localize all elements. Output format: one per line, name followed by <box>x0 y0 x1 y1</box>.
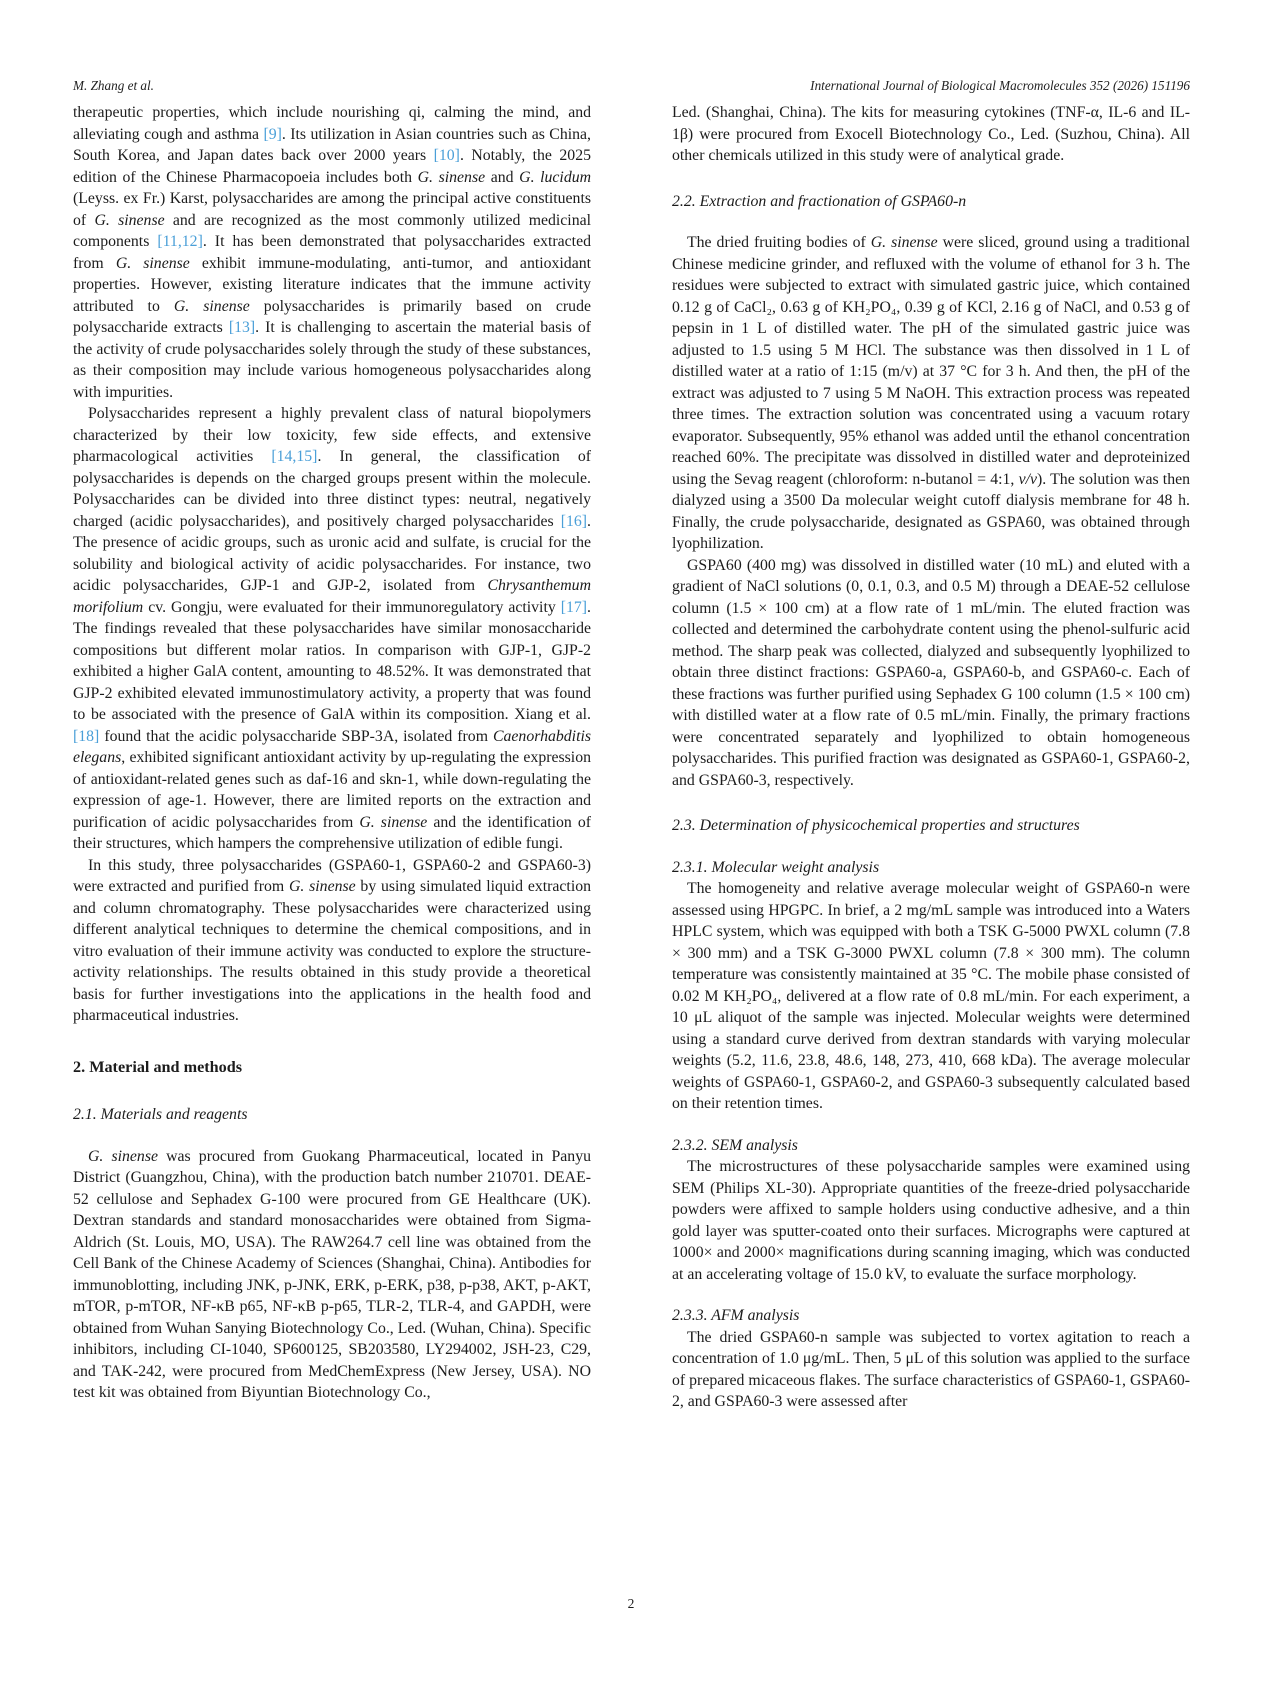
citation-link[interactable]: [16] <box>560 512 588 530</box>
text-run: . It has been demonstrated that polysaccharides extracted from <box>73 233 591 272</box>
page-footer <box>0 1596 1262 1612</box>
italic-text: Chrysanthemum morifolium <box>73 577 591 616</box>
italic-text: G. sinense <box>359 813 428 831</box>
text-run: found that the acidic polysaccharide SBP-3A, isolated from <box>99 727 493 745</box>
text-run: The homogeneity and relative average molecular weight of GSPA60-n were assessed using HPGPC. In brief, a 2 mg/mL sample was introduced into a Waters HPLC system, which was equipped with both a TSK G-5000 PWXL column (7.8 × 300 mm) and a TSK G-3000 PWXL column (7.8 × 300 mm). The column temperature was consistently maintained at 35 °C. The mobile phase consisted of 0.02 M KH₂PO₄, delivered at a flow rate of 0.8 mL/min. For each experiment, a 10 μL aliquot of the sample was injected. Molecular weights were determined using a standard curve derived from dextran standards with varying molecular weights (5.2, 11.6, 23.8, 48.6, 148, 273, 410, 668 kDa). The average molecular weights of GSPA60-1, GSPA60-2, and GSPA60-3 subsequently calculated based on their retention times. <box>672 880 1190 1112</box>
subsection-heading: 2.2. Extraction and fractionation of GSPA60-n <box>672 192 967 210</box>
text-run: polysaccharides is primarily based on crude polysaccharide extracts <box>73 297 591 336</box>
citation-link[interactable]: [14,15] <box>271 448 318 465</box>
italic-text: v/v <box>1018 470 1038 488</box>
text-run: . The findings revealed that these polysaccharides have similar monosaccharide compositions but different molar ratios. In comparison with GJP-1, GJP-2 exhibited a higher GalA content, amounting to 48.52%. It was demonstrated that GJP-2 exhibited elevated immunostimulatory activity, a property that was found to be associated with the presence of GalA within its composition. Xiang et al. <box>73 598 591 723</box>
paragraph <box>672 1156 1190 1285</box>
text-run: by using simulated liquid extraction and column chromatography. These polysaccharides were characterized using different analytical techniques to determine the chemical compositions, and in vitro evaluation of their immune activity was conducted to explore the structure-activity relationships. The results obtained in this study provide a theoretical basis for further investigations into the applications in the health food and pharmaceutical industries. <box>73 878 592 1024</box>
paragraph <box>672 555 1190 792</box>
citation-link[interactable]: [18] <box>73 727 100 745</box>
text-run: . It is challenging to ascertain the material basis of the activity of crude polysaccharides solely through the study of these substances, as their composition may include various homogeneous polysaccharides along with impurities. <box>73 319 591 401</box>
left-column <box>73 102 591 1413</box>
citation-link[interactable]: [9] <box>263 125 282 143</box>
italic-text: G. sinense <box>94 211 165 229</box>
italic-text: G. sinense <box>417 168 486 186</box>
text-run: . The presence of acidic groups, such as uronic acid and sulfate, is crucial for the solubility and biological activity of acidic polysaccharides. For instance, two acidic polysaccharides, GJP-1 and GJP-2, isolated from <box>73 512 591 594</box>
text-run: therapeutic properties, which include nourishing qi, calming the mind, and alleviating cough and asthma <box>73 104 591 143</box>
text-run: exhibit immune-modulating, anti-tumor, and antioxidant properties. However, existing literature indicates that the immune activity attributed to <box>73 254 591 315</box>
text-run: cv. Gongju, were evaluated for their immunoregulatory activity <box>143 598 561 616</box>
italic-text: G. sinense <box>115 254 190 272</box>
text-run: . Its utilization in Asian countries such as China, South Korea, and Japan dates back over 2000 years <box>73 125 591 164</box>
text-run: . In general, the classification of polysaccharides is depends on the charged groups present within the molecule. Polysaccharides can be divided into three distinct types: neutral, negatively charged (acidic polysaccharides), and positively charged polysaccharides <box>73 448 591 530</box>
text-run: ). The solution was then dialyzed using a 3500 Da molecular weight cutoff dialysis membrane for 48 h. Finally, the crude polysaccharide, designated as GSPA60, was obtained through lyophilization. <box>672 470 1191 552</box>
italic-text: G. sinense <box>173 297 250 315</box>
text-run: The dried fruiting bodies of <box>687 234 871 251</box>
paragraph <box>73 403 591 855</box>
section-heading: 2. Material and methods <box>73 1057 243 1076</box>
text-run: . Notably, the 2025 edition of the Chinese Pharmacopoeia includes both <box>73 147 591 186</box>
running-head-journal: International Journal of Biological Macromolecules 352 (2026) 151196 <box>810 78 1190 93</box>
italic-text: G. sinense <box>88 1147 158 1165</box>
paragraph <box>672 232 1190 555</box>
text-run: The dried GSPA60-n sample was subjected to vortex agitation to reach a concentration of 1.0 μg/mL. Then, 5 μL of this solution was applied to the surface of prepared micaceous flakes. The surface characteristics of GSPA60-1, GSPA60-2, and GSPA60-3 were assessed after <box>672 1328 1190 1410</box>
paragraph <box>672 878 1190 1115</box>
text-run: The microstructures of these polysaccharide samples were examined using SEM (Philips XL-30). Appropriate quantities of the freeze-dried polysaccharide powders were affixed to sample holders using conductive adhesive, and a thin gold layer was sputter-coated onto their surfaces. Micrographs were captured at 1000× and 2000× magnifications during scanning imaging, which was conducted at an accelerating voltage of 15.0 kV, to evaluate the surface morphology. <box>672 1158 1190 1283</box>
subsection-heading: 2.3.2. SEM analysis <box>672 1136 798 1154</box>
text-run: and are recognized as the most commonly utilized medicinal components <box>73 211 591 250</box>
paragraph <box>672 102 1190 167</box>
italic-text: G. lucidum <box>519 168 592 186</box>
italic-text: Caenorhabditis elegans <box>73 727 591 766</box>
text-run: were sliced, ground using a traditional Chinese medicine grinder, and refluxed with the volume of ethanol for 3 h. The residues were subjected to extract with simulated gastric juice, which contained 0.12 g of CaCl₂, 0.63 g of KH₂PO₄, 0.39 g of KCl, 2.16 g of NaCl, and 0.53 g of pepsin in 1 L of distilled water. The pH of the simulated gastric juice was adjusted to 1.5 using 5 M HCl. The substance was then dissolved in 1 L of distilled water at a ratio of 1:15 (m/v) at 37 °C for 3 h. And then, the pH of the extract was adjusted to 7 using 5 M NaOH. This extraction process was repeated three times. The extraction solution was concentrated using a vacuum rotary evaporator. Subsequently, 95% ethanol was added until the ethanol concentration reached 60%. The precipitate was dissolved in distilled water and deproteinized using the Sevag reagent (chloroform: n-butanol = 4:1, <box>672 234 1190 488</box>
running-head-authors: M. Zhang et al. <box>73 78 154 93</box>
text-run: and <box>485 168 520 186</box>
text-run: Polysaccharides represent a highly prevalent class of natural biopolymers characterized by their low toxicity, few side effects, and extensive pharmacological activities <box>73 405 591 465</box>
italic-text: G. sinense <box>289 878 356 895</box>
subsection-heading: 2.3. Determination of physicochemical properties and structures <box>672 817 1080 834</box>
text-run: In this study, three polysaccharides (GSPA60-1, GSPA60-2 and GSPA60-3) were extracted and purified from <box>73 856 591 895</box>
two-column-body <box>73 102 1190 1413</box>
citation-link[interactable]: [11,12] <box>157 233 203 250</box>
page-number: 2 <box>627 1596 635 1611</box>
text-run: was procured from Guokang Pharmaceutical, located in Panyu District (Guangzhou, China), with the production batch number 210701. DEAE-52 cellulose and Sephadex G-100 were procured from GE Healthcare (UK). Dextran standards and standard monosaccharides were obtained from Sigma-Aldrich (St. Louis, MO, USA). The RAW264.7 cell line was obtained from the Cell Bank of the Chinese Academy of Sciences (Shanghai, China). Antibodies for immunoblotting, including JNK, p-JNK, ERK, p-ERK, p38, p-p38, AKT, p-AKT, mTOR, p-mTOR, NF-κB p65, NF-κB p-p65, TLR-2, TLR-4, and GAPDH, were obtained from Wuhan Sanying Biotechnology Co., Led. (Wuhan, China). Specific inhibitors, including CI-1040, SP600125, SB203580, LY294002, JSH-23, C29, and TAK-242, were procured from MedChemExpress (New Jersey, USA). NO test kit was obtained from Biyuntian Biotechnology Co., <box>73 1147 591 1401</box>
subsection-heading: 2.1. Materials and reagents <box>73 1106 248 1123</box>
text-run: (Leyss. ex Fr.) Karst, polysaccharides are among the principal active constituents of <box>73 190 591 229</box>
citation-link[interactable]: [10] <box>433 147 460 164</box>
text-run: GSPA60 (400 mg) was dissolved in distilled water (10 mL) and eluted with a gradient of NaCl solutions (0, 0.1, 0.3, and 0.5 M) through a DEAE-52 cellulose column (1.5 × 100 cm) at a flow rate of 1 mL/min. The eluted fraction was collected and determined the carbohydrate content using the phenol-sulfuric acid method. The sharp peak was collected, dialyzed and subsequently lyophilized to obtain three distinct fractions: GSPA60-a, GSPA60-b, and GSPA60-c. Each of these fractions was further purified using Sephadex G 100 column (1.5 × 100 cm) with distilled water at a flow rate of 0.5 mL/min. Finally, the primary fractions were concentrated separately and lyophilized to obtain homogeneous polysaccharides. This purified fraction was designated as GSPA60-1, GSPA60-2, and GSPA60-3, respectively. <box>672 556 1190 789</box>
paragraph <box>672 1327 1190 1413</box>
paragraph <box>73 1146 591 1404</box>
paragraph <box>73 855 591 1027</box>
italic-text: G. sinense <box>870 234 938 251</box>
paragraph <box>73 102 591 403</box>
running-head <box>73 78 1190 94</box>
citation-link[interactable]: [17] <box>560 598 588 616</box>
subsection-heading: 2.3.3. AFM analysis <box>672 1307 800 1324</box>
citation-link[interactable]: [13] <box>228 319 256 336</box>
text-run: , exhibited significant antioxidant activity by up-regulating the expression of antioxidant-related genes such as daf-16 and skn-1, while down-regulating the expression of age-1. However, there are limited reports on the extraction and purification of acidic polysaccharides from <box>73 749 591 831</box>
right-column <box>672 102 1190 1413</box>
text-run: Led. (Shanghai, China). The kits for measuring cytokines (TNF-α, IL-6 and IL-1β) were procured from Exocell Biotechnology Co., Led. (Suzhou, China). All other chemicals utilized in this study were of analytical grade. <box>672 104 1190 164</box>
text-run: and the identification of their structures, which hampers the comprehensive utilization of edible fungi. <box>73 813 591 852</box>
subsection-heading: 2.3.1. Molecular weight analysis <box>672 858 880 876</box>
